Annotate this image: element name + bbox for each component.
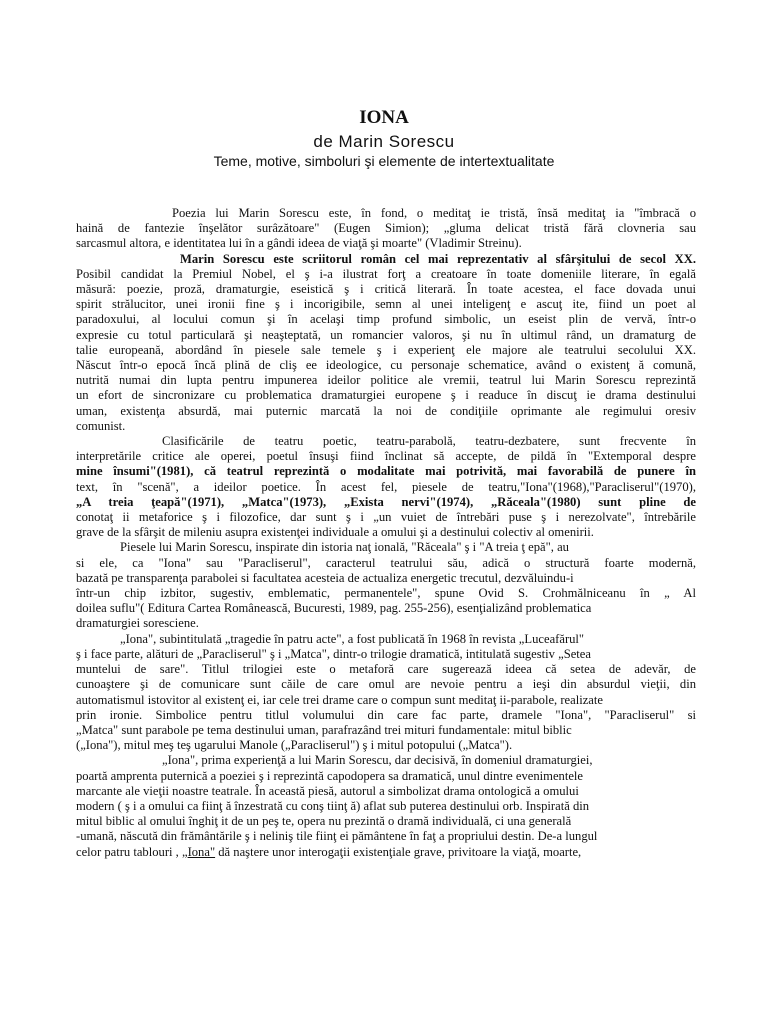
text-segment: dramaturgiei soresciene. xyxy=(76,616,199,631)
text-segment: modern ( ş i a omului ca fiinţ ă înzestrată cu conş tiinţ ă) aflat sub puterea destinului orb. Inspirată din xyxy=(76,798,590,813)
text-line xyxy=(76,738,696,753)
text-segment: bazată pe transparenţa parabolei si facultatea acesteia de actualiza energetic trecutul, dezvăluindu-i xyxy=(76,570,574,585)
text-segment: talie europeană, abordând în piesele sale temele ş i experienţ ele majore ale teatrului secolului XX. xyxy=(76,342,696,357)
text-segment: Marin Sorescu este scriitorul român cel mai reprezentativ al sfârşitului de secol XX. xyxy=(180,251,696,266)
text-line xyxy=(76,419,696,434)
text-segment: paradoxului, al locului comun şi în acelaşi timp profund simbolic, un eseist plin de vervă, într-o xyxy=(76,312,696,327)
text-segment: („Iona"), mitul meş teş ugarului Manole („Paracliserul") ş i mitul potopului („Matca"). xyxy=(76,738,513,753)
text-segment: „Iona", prima experienţă a lui Marin Sorescu, dar decisivă, în domeniul dramaturgiei, xyxy=(162,753,593,768)
text-segment: cunoaştere şi de comunicare sunt căile de care omul are nevoie pentru a ieşi din absurdul vieţii, din xyxy=(76,677,696,692)
text-line xyxy=(76,556,696,571)
text-line xyxy=(76,328,696,343)
document-author: de Marin Sorescu xyxy=(313,132,455,151)
text-line xyxy=(76,388,696,403)
text-segment: într-un chip izbitor, sugestiv, emblematic, permanentele", spune Ovid S. Crohmălniceanu în „ Al xyxy=(76,586,696,601)
text-line xyxy=(76,297,696,312)
text-segment: mine însumi"(1981), că teatrul reprezintă o modalitate mai potrivită, mai favorabilă de punere în xyxy=(76,464,696,479)
text-segment: celor patru tablouri , „ xyxy=(76,844,188,859)
text-line xyxy=(76,814,696,829)
text-line xyxy=(76,480,696,495)
underlined-text: Iona" xyxy=(187,844,216,859)
text-line xyxy=(76,662,696,677)
text-line xyxy=(76,586,696,601)
text-line xyxy=(76,723,696,738)
text-line xyxy=(76,829,696,844)
text-segment: grave de la sfârşit de mileniu asupra existenţei individuale a omului şi a destinului colectiv al omenirii. xyxy=(76,525,594,540)
text-line xyxy=(76,799,696,814)
text-line xyxy=(76,571,696,586)
text-line xyxy=(76,601,696,616)
text-segment: măsură: poezie, proză, dramaturgie, eseistică ş i critică literară. În toate acestea, el face dovada unui xyxy=(76,282,696,297)
text-segment: expresie cu totul particulară şi neaşteptată, un romancier valoros, şi nu în ultimul rând, un dramaturg de xyxy=(76,327,696,342)
text-segment: interpretările critice ale operei, poetul însuşi fiind înclinat să accepte, de pildă în "Extemporal despre xyxy=(76,449,696,464)
text-segment: mitul biblic al omului înghiţ it de un peş te, opera nu prezintă o dramă individuală, ci una generală xyxy=(76,814,572,829)
text-line xyxy=(76,708,696,723)
text-line xyxy=(76,495,696,510)
text-segment: Piesele lui Marin Sorescu, inspirate din istoria naţ ională, "Răceala" ş i "A treia ţ epă", au xyxy=(120,540,569,555)
text-segment: text, în "scenă", a ideilor poetice. În acest fel, piesele de teatru,"Iona"(1968),"Paracliserul"(1970), xyxy=(76,479,696,494)
text-line xyxy=(76,434,696,449)
text-line xyxy=(76,632,696,647)
text-line xyxy=(76,404,696,419)
text-segment: doilea suflu"( Editura Cartea Românească, Bucuresti, 1989, pag. 255-256), esenţializând problematica xyxy=(76,601,592,616)
text-segment: Născut într-o epocă încă plină de cliş ee ideologice, cu personaje schematice, având o existenţ ă comună, xyxy=(76,358,696,373)
text-segment: marcante ale vieţii noastre teatrale. În această piesă, autorul a simbolizat drama ontologică a omului xyxy=(76,783,579,798)
document-title: IONA xyxy=(359,107,409,128)
text-segment: prin ironie. Simbolice pentru titlul volumului din care fac parte, dramele "Iona", "Paracliserul" si xyxy=(76,707,696,722)
text-segment: conotaţ ii metaforice ş i filozofice, dar sunt ş i „un vuiet de întrebări puse ş i nerezolvate", întrebările xyxy=(76,510,696,525)
text-segment: dă naştere unor interogaţii existenţiale grave, privitoare la viaţă, moarte, xyxy=(215,844,582,859)
text-segment: haină de fantezie înşelător surâzătoare" (Eugen Simion); „gluma delicat tristă fără clovneria sau xyxy=(76,221,696,236)
text-segment: nutrită numai din lupta pentru impunerea ideilor politice ale vremii, teatrul lui Marin Sorescu reprezintă xyxy=(76,373,696,388)
text-line xyxy=(76,784,696,799)
text-line xyxy=(76,540,696,555)
text-line xyxy=(76,236,696,251)
text-segment: „Iona", subintitulată „tragedie în patru acte", a fost publicată în 1968 în revista „Luceafărul" xyxy=(120,631,585,646)
document-subtitle: Teme, motive, simboluri şi elemente de intertextualitate xyxy=(213,153,555,169)
text-line xyxy=(76,510,696,525)
text-segment: Clasificările de teatru poetic, teatru-parabolă, teatru-dezbatere, sunt frecvente în xyxy=(162,434,696,449)
text-line xyxy=(76,753,696,768)
text-segment: -umană, născută din frământările ş i neliniş tile fiinţ ei pământene în faţ a propriului destin. De-a lungul xyxy=(76,829,598,844)
text-segment: muntelui de sare". Titlul trilogiei este o metaforă care sugerează ideea că setea de adevăr, de xyxy=(76,662,696,677)
text-line xyxy=(76,373,696,388)
text-line xyxy=(76,267,696,282)
text-line xyxy=(76,343,696,358)
text-segment: un efort de sincronizare cu problematica dramaturgiei europene ş i readuce în discuţ ie drama destinului xyxy=(76,388,696,403)
text-segment: spirit strălucitor, unei ironii fine ş i incorigibile, semn al unei inteligenţ e ascuţ ite, fiind un poet al xyxy=(76,297,696,312)
text-line xyxy=(76,769,696,784)
text-line xyxy=(76,677,696,692)
document-body xyxy=(76,206,696,860)
text-line xyxy=(76,282,696,297)
text-segment: sarcasmul altora, e identitatea lui în a gândi ideea de viaţă şi moarte" (Vladimir Streinu). xyxy=(76,236,522,251)
text-segment: „Matca" sunt parabole pe tema destinului uman, parafrazând trei mituri fundamentale: mitul biblic xyxy=(76,722,572,737)
text-line xyxy=(76,693,696,708)
text-line xyxy=(76,464,696,479)
text-segment: poartă amprenta puternică a poeziei ş i reprezintă capodopera sa dramatică, unul dintre evenimentele xyxy=(76,768,584,783)
text-line xyxy=(76,525,696,540)
text-line xyxy=(76,252,696,267)
text-segment: ş i face parte, alături de „Paracliserul" ş i „Matca", dintr-o trilogie dramatică, intitulată sugestiv „Setea xyxy=(76,646,591,661)
text-segment: uman, existenţa absurdă, mai puternic marcată la noi de condiţiile oprimante ale regimului oresiv xyxy=(76,403,696,418)
text-segment: Posibil candidat la Premiul Nobel, el ş i-a ilustrat forţ a creatoare în toate domeniile literare, în egală xyxy=(76,266,696,281)
text-line xyxy=(76,616,696,631)
text-line xyxy=(76,449,696,464)
text-line xyxy=(76,647,696,662)
text-line xyxy=(76,358,696,373)
text-line xyxy=(76,312,696,327)
text-segment: comunist. xyxy=(76,418,126,433)
text-segment: si ele, ca "Iona" sau "Paracliserul", caracterul teatrului său, adică o structură foarte modernă, xyxy=(76,555,696,570)
text-segment: automatismul istovitor al existenţ ei, iar cele trei drame care o compun sunt meditaţ ii-parabole, realizate xyxy=(76,692,603,707)
text-segment: „A treia ţeapă"(1971), „Matca"(1973), „Exista nervi"(1974), „Răceala"(1980) sunt pline de xyxy=(76,494,696,509)
text-line xyxy=(76,845,696,860)
text-line xyxy=(76,206,696,221)
text-segment: Poezia lui Marin Sorescu este, în fond, o meditaţ ie tristă, însă meditaţ ia "îmbracă o xyxy=(172,206,696,220)
text-line xyxy=(76,221,696,236)
